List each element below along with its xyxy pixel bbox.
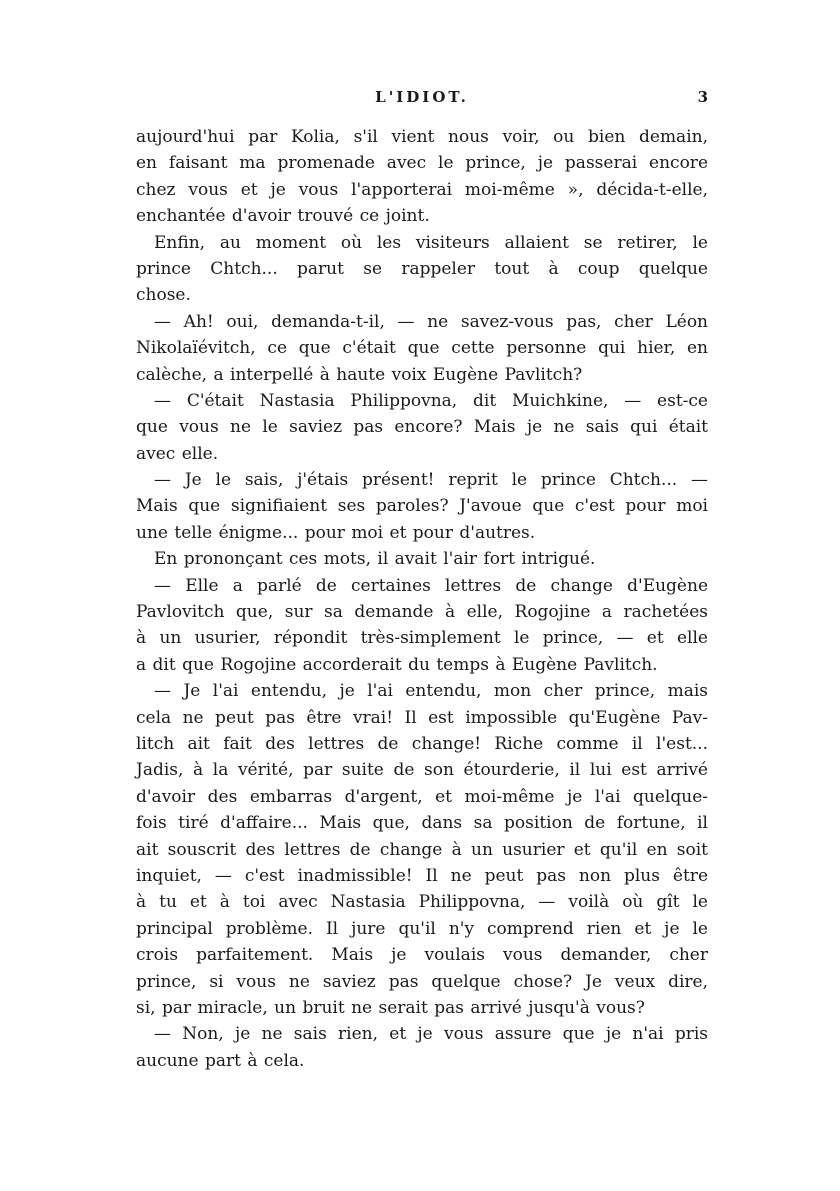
text-line: litch ait fait des lettres de change! Riche comme il l'est... bbox=[136, 733, 708, 754]
text-line: à tu et à toi avec Nastasia Philippovna, — voilà où gît le bbox=[136, 892, 708, 913]
text-line: aujourd'hui par Kolia, s'il vient nous voir, ou bien demain, bbox=[136, 127, 708, 147]
text-line: avec elle. bbox=[136, 443, 219, 464]
text-line: Jadis, à la vérité, par suite de son étourderie, il lui est arrivé bbox=[136, 760, 708, 781]
text-line: en faisant ma promenade avec le prince, je passerai encore bbox=[136, 153, 708, 174]
text-line: chose. bbox=[136, 285, 191, 306]
running-head bbox=[136, 88, 708, 112]
text-line: principal problème. Il jure qu'il n'y comprend rien et je le bbox=[136, 918, 708, 939]
text-line: que vous ne le saviez pas encore? Mais je ne sais qui était bbox=[136, 417, 708, 438]
text-line: une telle énigme... pour moi et pour d'autres. bbox=[136, 522, 536, 543]
text-line: — Je le sais, j'étais présent! reprit le prince Chtch... — bbox=[154, 470, 708, 491]
text-line: — C'était Nastasia Philippovna, dit Muichkine, — est-ce bbox=[154, 390, 708, 411]
text-line: chez vous et je vous l'apporterai moi-même », décida-t-elle, bbox=[136, 179, 708, 200]
text-line: En prononçant ces mots, il avait l'air fort intrigué. bbox=[154, 549, 596, 570]
text-line: enchantée d'avoir trouvé ce joint. bbox=[136, 206, 430, 227]
text-line: à un usurier, répondit très-simplement le prince, — et elle bbox=[136, 628, 708, 649]
text-line: crois parfaitement. Mais je voulais vous demander, cher bbox=[136, 945, 708, 966]
text-line: Pavlovitch que, sur sa demande à elle, Rogojine a rachetées bbox=[136, 602, 708, 623]
text-line: cela ne peut pas être vrai! Il est impossible qu'Eugène Pav- bbox=[136, 707, 708, 728]
text-line: Enfin, au moment où les visiteurs allaient se retirer, le bbox=[154, 232, 708, 253]
text-line: a dit que Rogojine accorderait du temps à Eugène Pavlitch. bbox=[136, 654, 658, 675]
text-line: fois tiré d'affaire... Mais que, dans sa position de fortune, il bbox=[136, 813, 708, 834]
body-text bbox=[136, 124, 708, 1074]
text-line: calèche, a interpellé à haute voix Eugène Pavlitch? bbox=[136, 364, 583, 385]
text-line: ait souscrit des lettres de change à un usurier et qu'il en soit bbox=[136, 839, 708, 860]
text-line: — Non, je ne sais rien, et je vous assure que je n'ai pris bbox=[154, 1024, 708, 1045]
text-line: si, par miracle, un bruit ne serait pas arrivé jusqu'à vous? bbox=[136, 997, 645, 1018]
text-line: prince Chtch... parut se rappeler tout à coup quelque bbox=[136, 258, 708, 279]
page-number: 3 bbox=[697, 88, 708, 106]
text-line: d'avoir des embarras d'argent, et moi-même je l'ai quelque- bbox=[136, 786, 708, 807]
text-line: Nikolaïévitch, ce que c'était que cette personne qui hier, en bbox=[136, 338, 708, 359]
text-line: — Ah! oui, demanda-t-il, — ne savez-vous pas, cher Léon bbox=[154, 311, 708, 332]
text-line: aucune part à cela. bbox=[136, 1050, 305, 1071]
text-line: — Je l'ai entendu, je l'ai entendu, mon cher prince, mais bbox=[154, 681, 708, 702]
text-line: prince, si vous ne saviez pas quelque chose? Je veux dire, bbox=[136, 971, 708, 992]
running-title: L'IDIOT. bbox=[375, 88, 469, 106]
text-line: Mais que signifiaient ses paroles? J'avoue que c'est pour moi bbox=[136, 496, 708, 517]
text-line: inquiet, — c'est inadmissible! Il ne peut pas non plus être bbox=[136, 865, 708, 886]
text-line: — Elle a parlé de certaines lettres de change d'Eugène bbox=[154, 575, 708, 596]
